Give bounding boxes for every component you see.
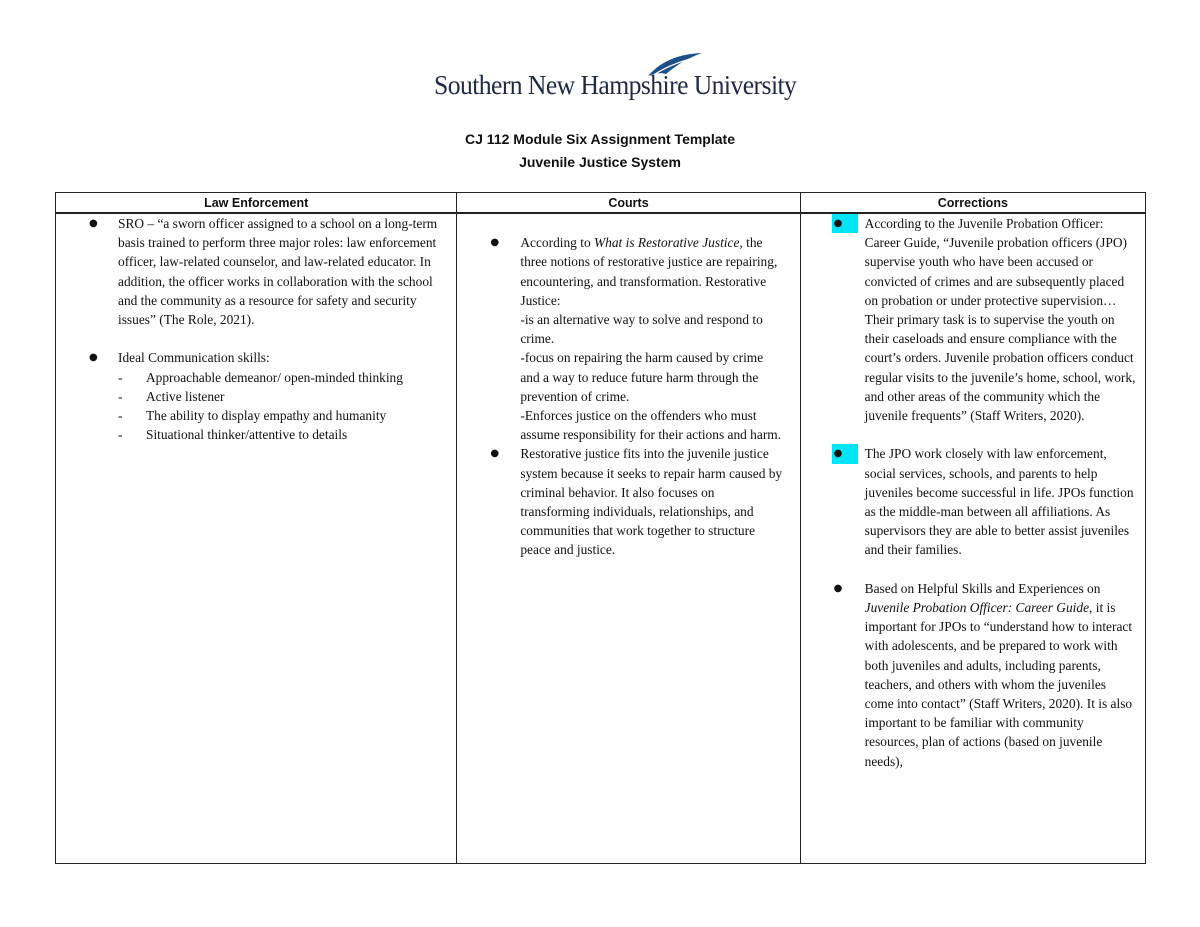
citation-title: What is Restorative Justice, <box>594 235 743 251</box>
list-item: - Active listener <box>118 387 456 406</box>
restorative-line: -is an alternative way to solve and respond to crime. <box>520 312 763 347</box>
bullet-icon: ● <box>89 218 98 229</box>
spacer <box>56 329 456 348</box>
restorative-line: -focus on repairing the harm caused by crime and a way to reduce future harm through the prevention of crime. <box>520 350 764 404</box>
table-header-row <box>56 193 1146 214</box>
bullet-icon: ● <box>833 582 843 594</box>
highlighted-bullet-icon: ● <box>832 214 859 233</box>
table-row <box>56 213 1146 864</box>
list-item: - Situational thinker/attentive to details <box>118 425 456 444</box>
logo-wordmark: Southern New Hampshire University <box>434 70 797 100</box>
courts-cell <box>457 213 800 864</box>
list-item: ● According to the Juvenile Probation Officer: Career Guide, “Juvenile probation officers (JPO) supervise youth who have been accused or convicted of crimes and are subsequently placed on probation or under protective supervision… Their primary task is to supervise the youth on their caseloads and ensure compliance with the court’s orders. Juvenile probation officers conduct regular visits to the juvenile’s home, school, work, and other areas of the community which the juvenile frequents” (Staff Writers, 2020). <box>833 216 1136 424</box>
list-item: ● Based on Helpful Skills and Experiences on Juvenile Probation Officer: Career Guide, it is important for JPOs to “understand how to interact with adolescents, and be prepared to work with both juveniles and adults, including parents, teachers, and others with whom the juveniles come into contact” (Staff Writers, 2020). It is also important to be familiar with community resources, plan of actions (based on juvenile needs), <box>833 580 1133 769</box>
law-enforcement-cell <box>56 213 457 864</box>
list-item: ● Restorative justice fits into the juvenile justice system because it seeks to repair harm caused by criminal behavior. It also focuses on transforming individuals, relationships, and communities that work together to structure peace and justice. <box>490 446 783 558</box>
list-item <box>56 348 456 367</box>
list-item: ● The JPO work closely with law enforcement, social services, schools, and parents to help juveniles become successful in life. JPOs function as the middle-man between all affiliations. As supervisors they are able to better assist juveniles and their families. <box>833 446 1134 558</box>
highlighted-bullet-icon: ● <box>832 444 859 463</box>
list-item: - Approachable demeanor/ open-minded thinking <box>118 368 456 387</box>
column-header-corrections: Corrections <box>800 193 1145 214</box>
bullet-icon: ● <box>490 448 500 460</box>
column-header-law-enforcement: Law Enforcement <box>56 193 457 214</box>
list-item: ● According to What is Restorative Justice, the three notions of restorative justice are repairing, encountering, and transformation. Restorative Justice: -is an alternative way to solve and respond to crime. -focus on repairing the harm caused by crime and a way to reduce future harm through the prevention of crime. -Enforces justice on the offenders who must assume responsibility for their actions and harm. <box>490 235 782 443</box>
university-logo <box>434 52 797 108</box>
bullet-icon: ● <box>89 352 98 364</box>
spacer <box>801 425 1145 444</box>
bullet-icon: ● <box>490 237 500 249</box>
corrections-cell <box>800 213 1145 864</box>
spacer <box>801 560 1145 579</box>
list-item: - The ability to display empathy and humanity <box>118 406 456 425</box>
document-subtitle: Juvenile Justice System <box>519 154 681 170</box>
sro-definition-text: SRO – “a sworn officer assigned to a school on a long-term basis trained to perform three major roles: law enforcement officer, law-related counselor, and law-related educator. In addition, the officer works in collaboration with the school and the community as a resource for safety and security issues” (The Role, 2021). <box>118 216 438 328</box>
document-title-block <box>0 128 1200 174</box>
list-item <box>56 214 456 329</box>
citation-title: Juvenile Probation Officer: Career Guide <box>864 600 1090 616</box>
skills-list <box>118 368 456 445</box>
assignment-table <box>55 192 1146 864</box>
document-title: CJ 112 Module Six Assignment Template <box>465 131 735 147</box>
restorative-line: -Enforces justice on the offenders who must assume responsibility for their actions and harm. <box>520 408 782 443</box>
communication-skills-heading: Ideal Communication skills: <box>118 350 270 366</box>
column-header-courts: Courts <box>457 193 800 214</box>
